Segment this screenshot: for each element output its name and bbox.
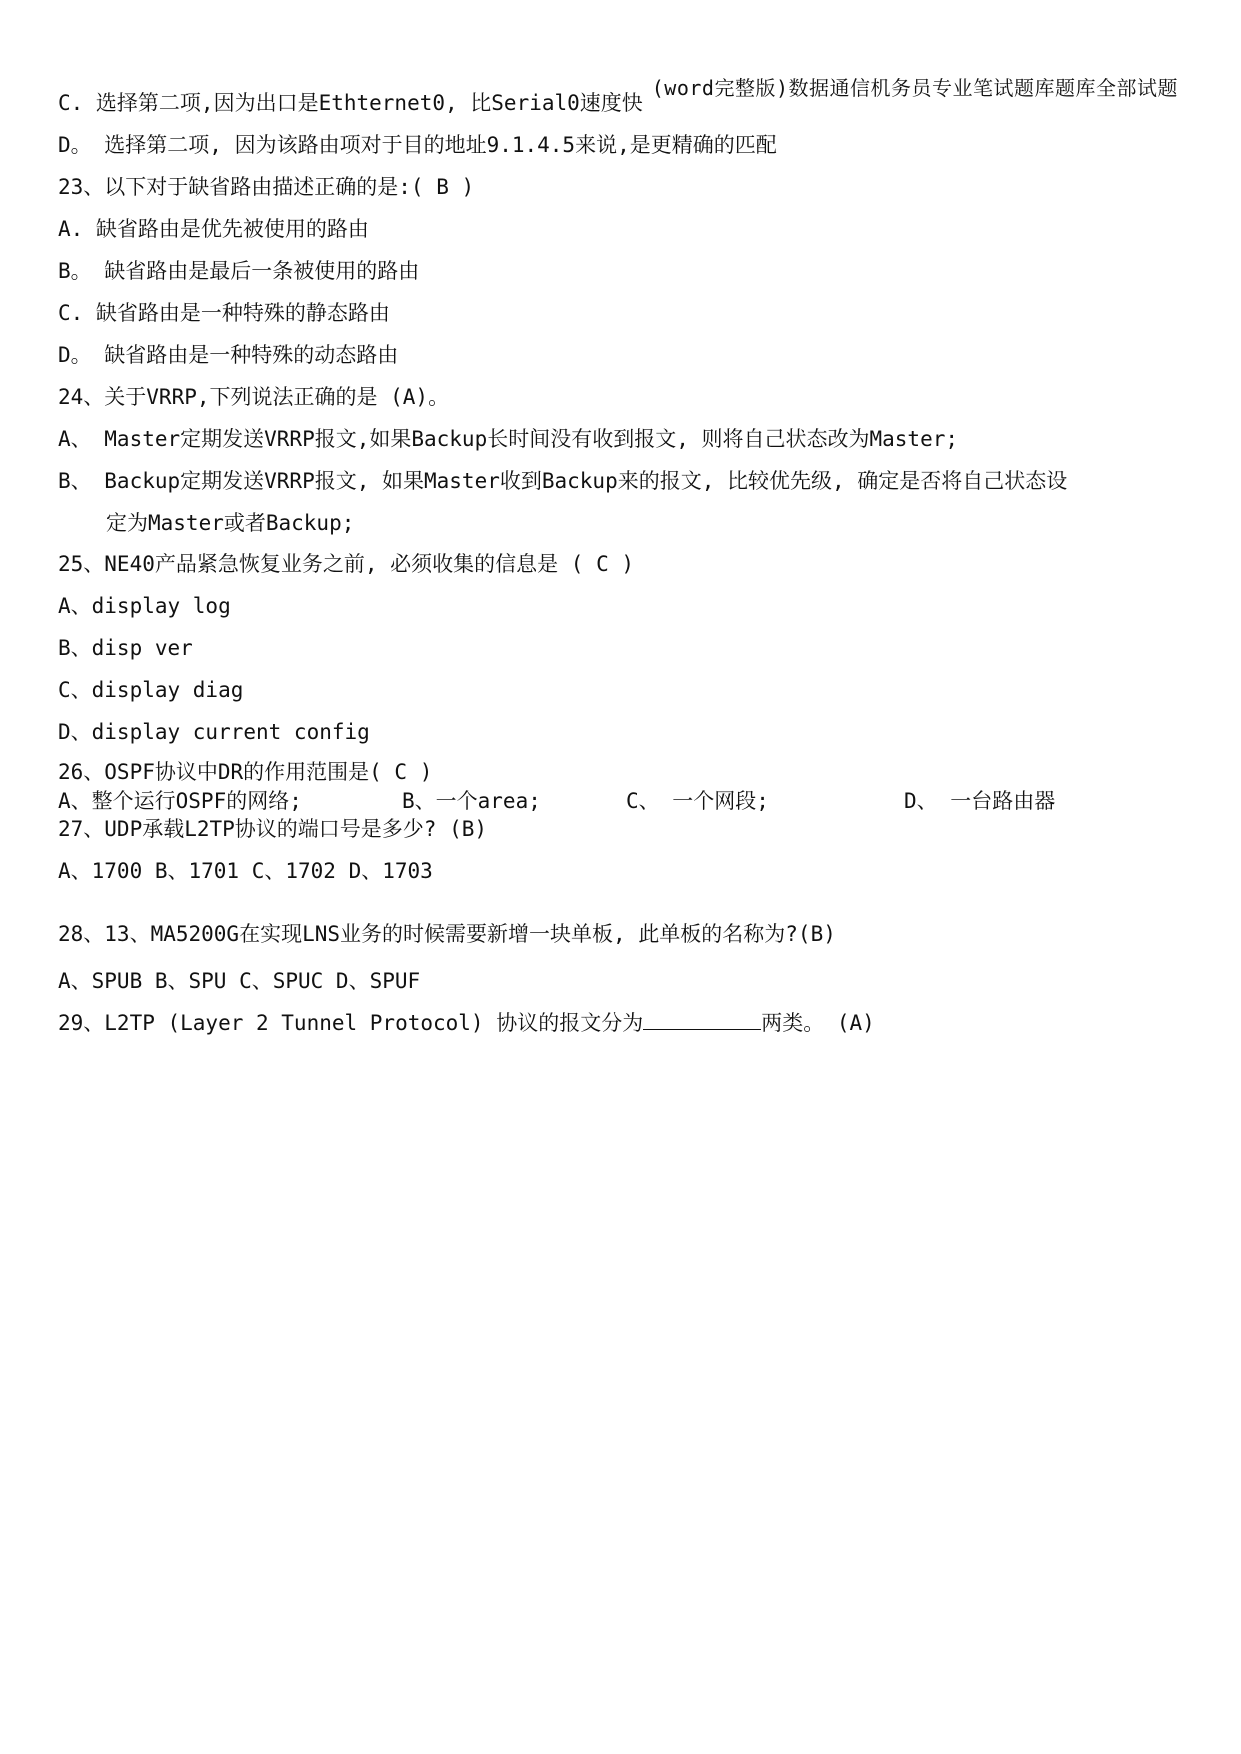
document-header: (word完整版)数据通信机务员专业笔试题库题库全部试题 [651, 76, 1178, 100]
q26-options [58, 786, 1055, 816]
q25-option-c: C、display diag [58, 678, 244, 702]
q26-option-b: B、一个area; [402, 789, 541, 813]
q26-option-c: C、 一个网段; [626, 789, 769, 813]
question-27: 27、UDP承载L2TP协议的端口号是多少? (B) [58, 817, 488, 841]
q27-options: A、1700 B、1701 C、1702 D、1703 [58, 859, 433, 883]
q24-option-b-cont: 定为Master或者Backup; [106, 511, 355, 535]
option-c-line: C. 选择第二项,因为出口是Ethternet0, 比Serial0速度快 [58, 91, 643, 115]
q26-option-d: D、 一台路由器 [904, 789, 1056, 813]
q23-option-d: D。 缺省路由是一种特殊的动态路由 [58, 343, 399, 367]
question-25: 25、NE40产品紧急恢复业务之前, 必须收集的信息是 ( C ) [58, 552, 635, 576]
q28-options: A、SPUB B、SPU C、SPUC D、SPUF [58, 969, 421, 993]
q23-option-c: C. 缺省路由是一种特殊的静态路由 [58, 301, 390, 325]
q26-option-a: A、整个运行OSPF的网络; [58, 789, 302, 813]
q25-option-a: A、display log [58, 594, 231, 618]
question-26: 26、OSPF协议中DR的作用范围是( C ) [58, 760, 433, 784]
question-24: 24、关于VRRP,下列说法正确的是 (A)。 [58, 385, 450, 409]
q29-text-end: 两类。 (A) [761, 1011, 875, 1035]
option-d-line: D。 选择第二项, 因为该路由项对于目的地址9.1.4.5来说,是更精确的匹配 [58, 133, 777, 157]
q29-text-start: 29、L2TP (Layer 2 Tunnel Protocol) 协议的报文分为 [58, 1011, 644, 1035]
answer-blank [643, 1009, 761, 1030]
q23-option-b: B。 缺省路由是最后一条被使用的路由 [58, 259, 420, 283]
q24-option-b: B、 Backup定期发送VRRP报文, 如果Master收到Backup来的报文, 比较优先级, 确定是否将自己状态设 [58, 469, 1068, 493]
q25-option-d: D、display current config [58, 720, 370, 744]
q25-option-b: B、disp ver [58, 636, 193, 660]
question-29 [58, 1008, 875, 1038]
q23-option-a: A. 缺省路由是优先被使用的路由 [58, 217, 369, 241]
question-28: 28、13、MA5200G在实现LNS业务的时候需要新增一块单板, 此单板的名称为?(B) [58, 922, 836, 946]
q24-option-a: A、 Master定期发送VRRP报文,如果Backup长时间没有收到报文, 则将自己状态改为Master; [58, 427, 959, 451]
question-23: 23、以下对于缺省路由描述正确的是:( B ) [58, 175, 475, 199]
